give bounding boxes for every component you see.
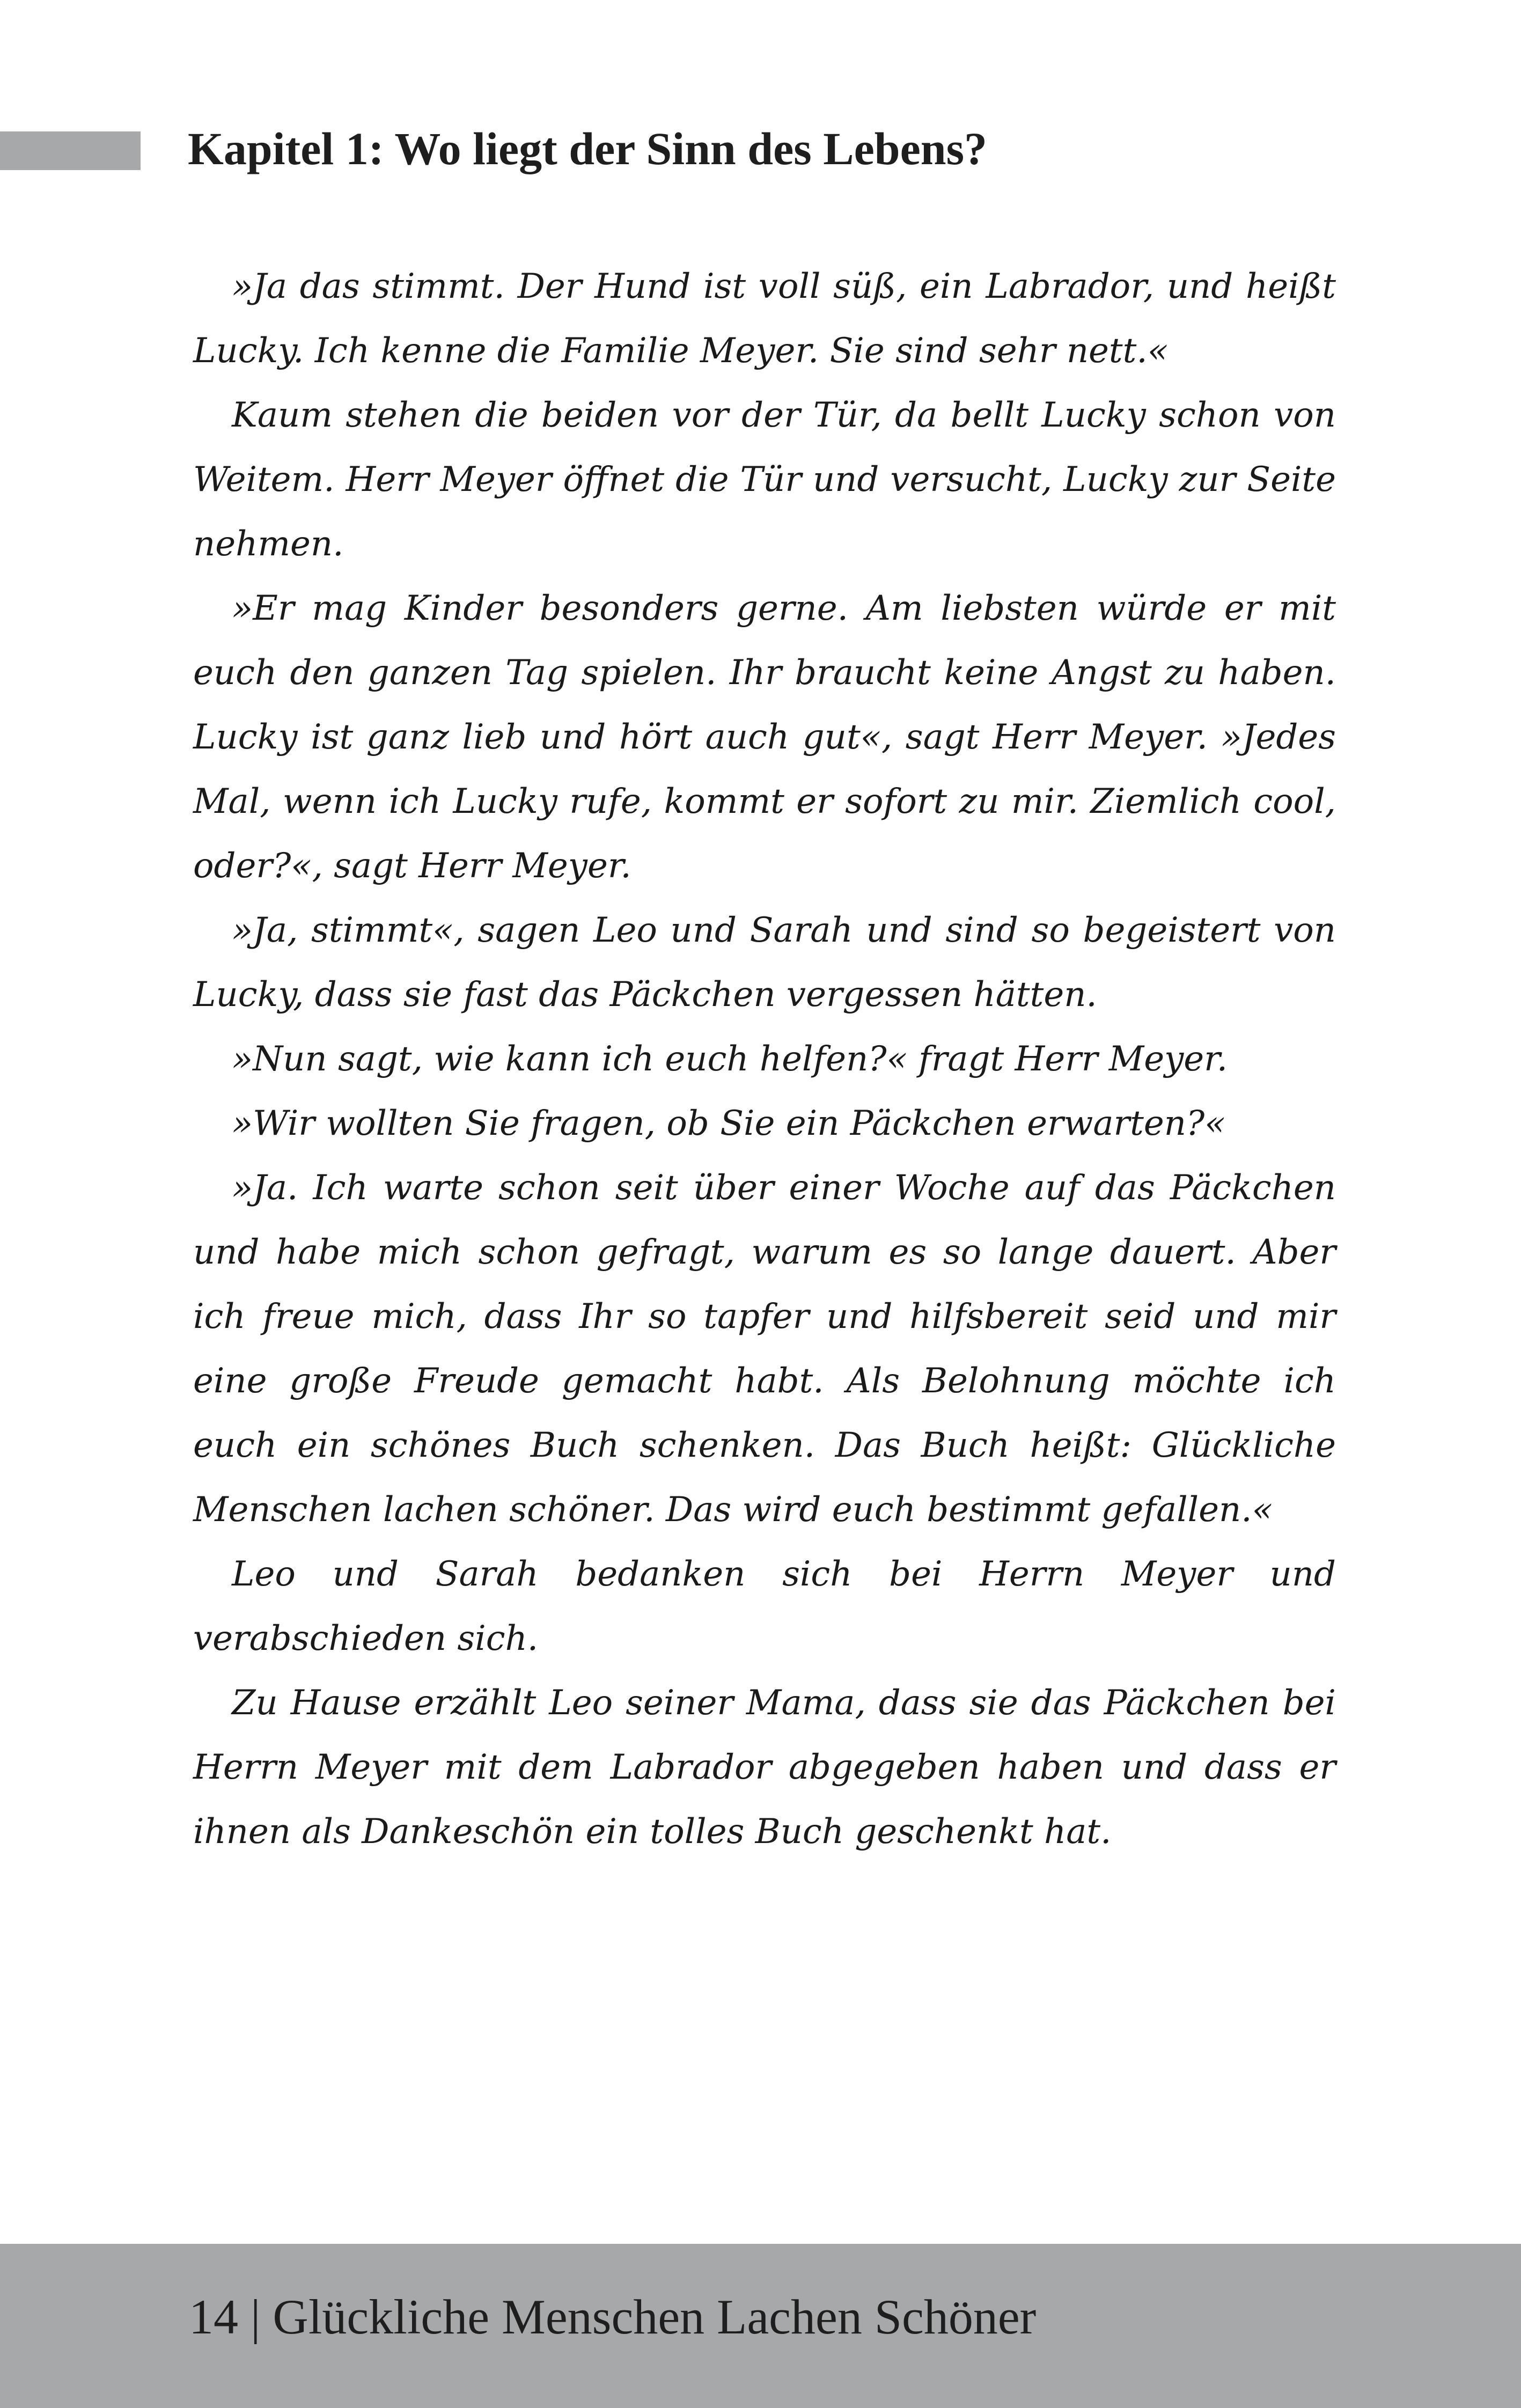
body-text [193, 254, 1336, 1864]
chapter-title: Kapitel 1: Wo liegt der Sinn des Lebens? [188, 123, 988, 174]
paragraph: »Ja, stimmt«, sagen Leo und Sarah und sind so begeistert von Lucky, dass sie fast das Päckchen vergessen hätten. [193, 911, 1336, 1015]
paragraph: »Er mag Kinder besonders gerne. Am liebsten würde er mit euch den ganzen Tag spielen. Ihr braucht keine Angst zu haben. Lucky ist ganz lieb und hört auch gut«, sagt Herr Meyer. »Jedes Mal, wenn ich Lucky rufe, kommt er sofort zu mir. Ziemlich cool, oder?«, sagt Herr Meyer. [193, 589, 1336, 886]
paragraph: »Ja das stimmt. Der Hund ist voll süß, ein Labrador, und heißt Lucky. Ich kenne die Familie Meyer. Sie sind sehr nett.« [193, 267, 1336, 371]
paragraph: »Ja. Ich warte schon seit über einer Woche auf das Päckchen und habe mich schon gefragt, warum es so lange dauert. Aber ich freue mich, dass Ihr so tapfer und hilfsbereit seid und mir eine große Freude gemacht habt. Als Belohnung möchte ich euch ein schönes Buch schenken. Das Buch heißt: Glückliche Menschen lachen schöner. Das wird euch bestimmt gefallen.« [193, 1168, 1336, 1530]
paragraph: »Nun sagt, wie kann ich euch helfen?« fragt Herr Meyer. [232, 1039, 1228, 1079]
footer [189, 2285, 1036, 2349]
book-title: Glückliche Menschen Lachen Schöner [273, 2289, 1037, 2344]
paragraph: »Wir wollten Sie fragen, ob Sie ein Päckchen erwarten?« [232, 1104, 1226, 1143]
footer-separator: | [251, 2289, 261, 2344]
page-number: 14 [189, 2289, 238, 2344]
paragraph: Leo und Sarah bedanken sich bei Herrn Meyer und verabschieden sich. [193, 1554, 1336, 1658]
paragraph: Kaum stehen die beiden vor der Tür, da bellt Lucky schon von Weitem. Herr Meyer öffnet die Tür und versucht, Lucky zur Seite nehmen. [193, 395, 1336, 564]
header-accent-bar [0, 131, 141, 170]
paragraph: Zu Hause erzählt Leo seiner Mama, dass sie das Päckchen bei Herrn Meyer mit dem Labrador abgegeben haben und dass er ihnen als Dankeschön ein tolles Buch geschenkt hat. [193, 1683, 1336, 1852]
